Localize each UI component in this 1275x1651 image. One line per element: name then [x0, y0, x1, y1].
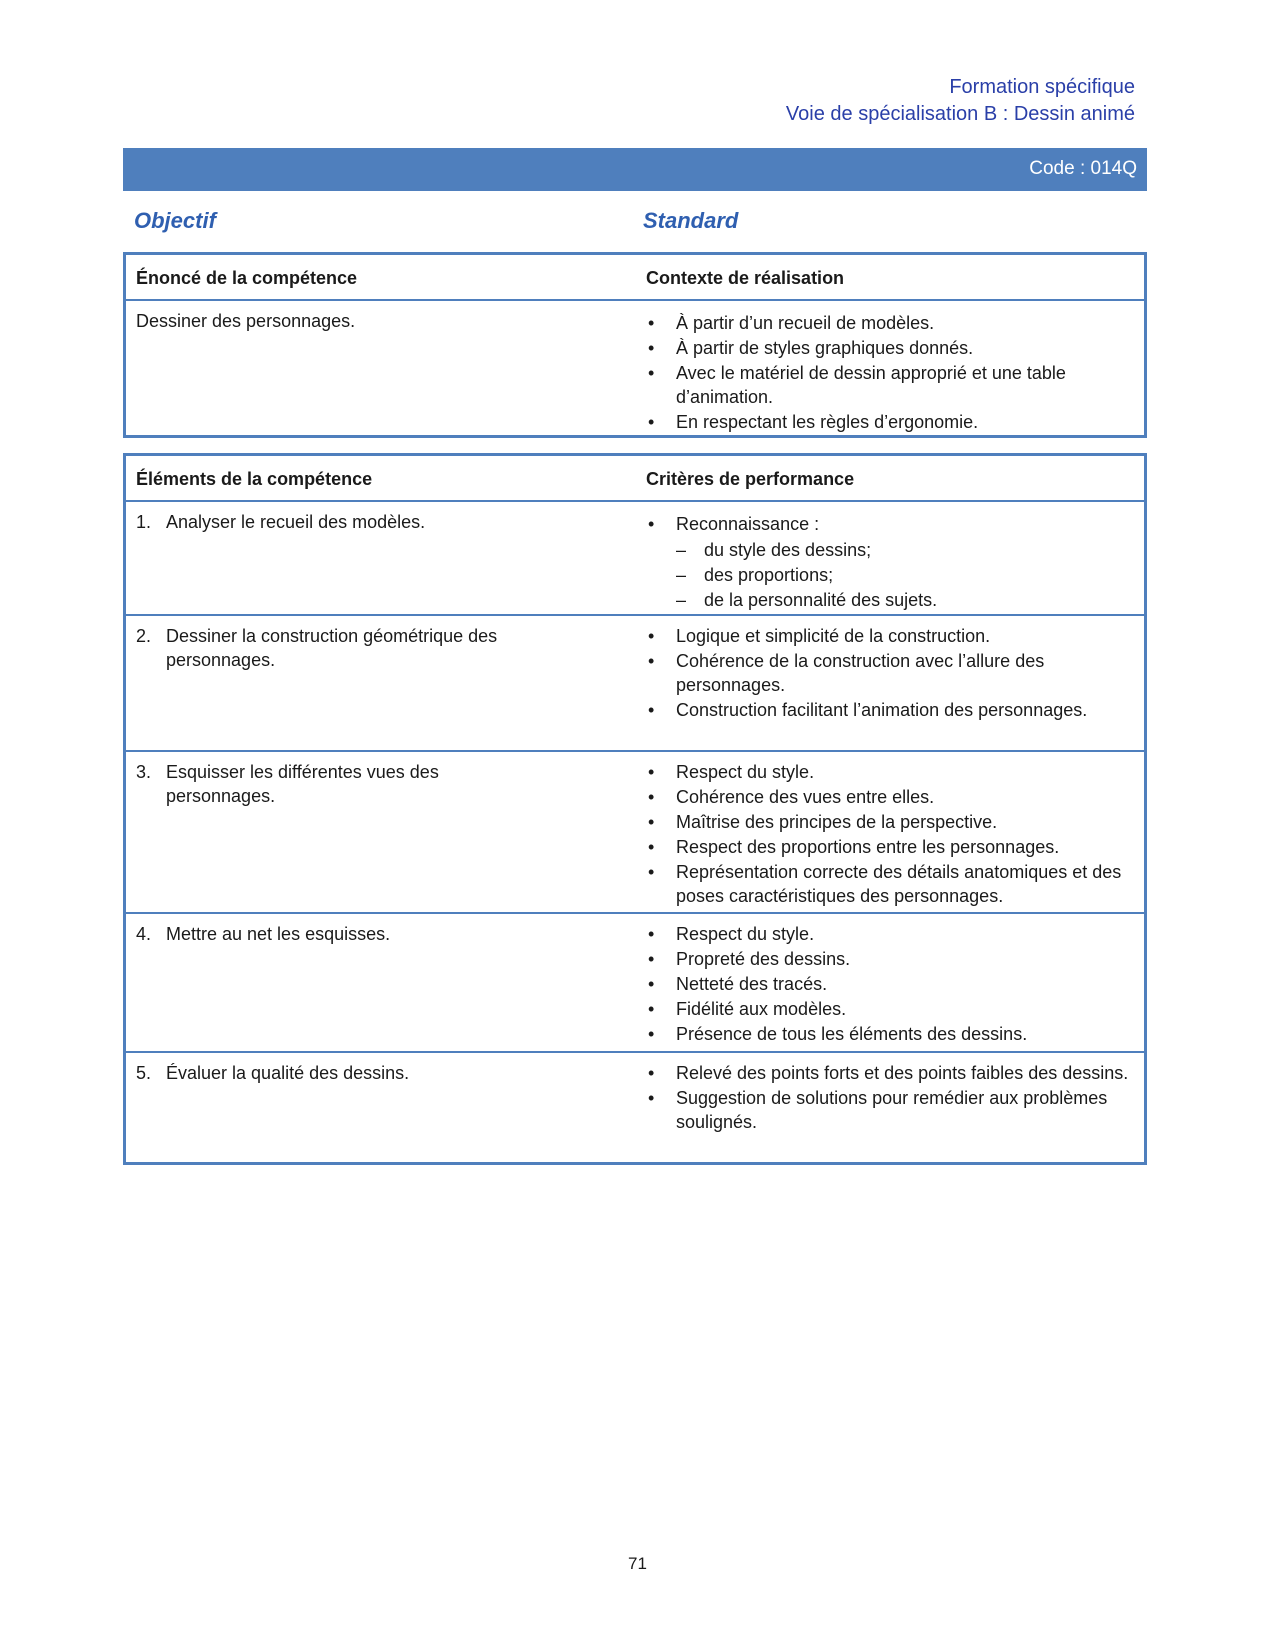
header-line-1: Formation spécifique: [949, 76, 1135, 98]
header-line-2: Voie de spécialisation B : Dessin animé: [785, 103, 1135, 125]
element-number: 1.: [136, 512, 152, 532]
list-item: • Respect des proportions entre les personnages.: [646, 835, 1136, 859]
criteria-list: [646, 624, 1136, 723]
criteria-list: [646, 922, 1136, 1047]
element-3: [136, 760, 516, 808]
element-5: [136, 1061, 666, 1085]
element-number: 4.: [136, 924, 152, 944]
sub-list-item: – des proportions;: [676, 563, 1136, 587]
criteria-list: [646, 760, 1136, 909]
sub-list-item: – de la personnalité des sujets.: [676, 588, 1136, 612]
list-item: • Avec le matériel de dessin approprié et une table d’animation.: [646, 361, 1136, 409]
competency-elements-table: [123, 453, 1147, 1165]
section-titles: [134, 208, 1144, 238]
table-header-row: [126, 255, 1144, 299]
competency-code: Code : 014Q: [1029, 158, 1137, 179]
element-1: [136, 510, 666, 534]
list-item: • Maîtrise des principes de la perspective.: [646, 810, 1136, 834]
element-text: Mettre au net les esquisses.: [166, 924, 391, 944]
list-item: • Cohérence des vues entre elles.: [646, 785, 1136, 809]
competency-statement: Dessiner des personnages.: [136, 311, 356, 331]
sub-list-item: – du style des dessins;: [676, 538, 1136, 562]
statement-header: Énoncé de la compétence: [136, 268, 358, 288]
criteria-header: Critères de performance: [646, 469, 855, 489]
list-item: • Respect du style.: [646, 760, 1136, 784]
table-row: [126, 912, 1144, 1051]
criteria-list: [646, 512, 1136, 613]
code-bar: [123, 148, 1147, 191]
element-number: 3.: [136, 762, 152, 782]
table-row: [126, 500, 1144, 614]
list-item: • Logique et simplicité de la construction.: [646, 624, 1136, 648]
table-row: [126, 1051, 1144, 1162]
list-item: • Relevé des points forts et des points faibles des dessins.: [646, 1061, 1136, 1085]
element-text: Esquisser les différentes vues des personnages.: [166, 762, 439, 806]
document-header: [786, 74, 1135, 128]
standard-title: Standard: [643, 208, 739, 233]
element-4: [136, 922, 666, 946]
table-row: [126, 750, 1144, 912]
list-item: • Suggestion de solutions pour remédier aux problèmes soulignés.: [646, 1086, 1136, 1134]
context-header: Contexte de réalisation: [646, 268, 845, 288]
element-text: Évaluer la qualité des dessins.: [166, 1063, 410, 1083]
elements-header: Éléments de la compétence: [136, 469, 373, 489]
element-text: Dessiner la construction géométrique des personnages.: [166, 626, 498, 670]
criterion-text: Reconnaissance :: [676, 514, 820, 534]
list-item: • Respect du style.: [646, 922, 1136, 946]
objectif-title: Objectif: [134, 208, 216, 233]
list-item: • Présence de tous les éléments des dessins.: [646, 1022, 1136, 1046]
list-item: • Construction facilitant l’animation des personnages.: [646, 698, 1136, 722]
list-item: • Netteté des tracés.: [646, 972, 1136, 996]
table-header-row: [126, 456, 1144, 500]
page-number: 71: [628, 1554, 647, 1573]
table-row: [126, 614, 1144, 750]
table-row: [126, 299, 1144, 435]
list-item: • Propreté des dessins.: [646, 947, 1136, 971]
criteria-list: [646, 1061, 1136, 1135]
element-2: [136, 624, 586, 672]
competency-statement-table: [123, 252, 1147, 438]
list-item: • Cohérence de la construction avec l’allure des personnages.: [646, 649, 1136, 697]
element-text: Analyser le recueil des modèles.: [166, 512, 426, 532]
list-item: [646, 512, 1136, 612]
element-number: 2.: [136, 626, 152, 646]
list-item: • À partir de styles graphiques donnés.: [646, 336, 1136, 360]
list-item: • Fidélité aux modèles.: [646, 997, 1136, 1021]
list-item: • Représentation correcte des détails anatomiques et des poses caractéristiques des personnages.: [646, 860, 1136, 908]
element-number: 5.: [136, 1063, 152, 1083]
context-list: [646, 311, 1136, 435]
list-item: • En respectant les règles d’ergonomie.: [646, 410, 1136, 434]
list-item: • À partir d’un recueil de modèles.: [646, 311, 1136, 335]
